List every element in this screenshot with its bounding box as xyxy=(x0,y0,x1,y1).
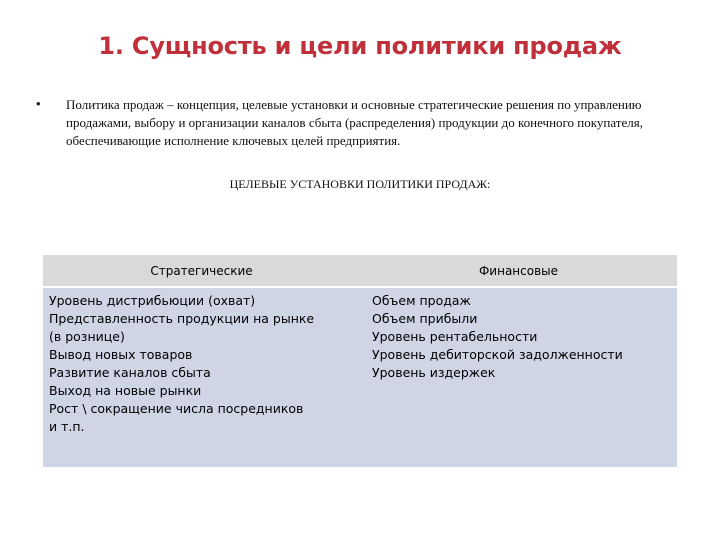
definition-bullet xyxy=(36,96,676,150)
financial-goal-item: Уровень рентабельности xyxy=(372,329,538,344)
strategic-goal-item: Представленность продукции на рынке xyxy=(49,311,315,326)
strategic-goal-item: Развитие каналов сбыта xyxy=(49,365,211,380)
header-financial: Финансовые xyxy=(478,263,559,278)
section-subheading: ЦЕЛЕВЫЕ УСТАНОВКИ ПОЛИТИКИ ПРОДАЖ: xyxy=(229,177,491,191)
goals-table xyxy=(43,255,677,467)
table-header-row xyxy=(43,255,677,288)
financial-goal-item: Объем прибыли xyxy=(372,311,478,326)
financial-goal-item: Уровень дебиторской задолженности xyxy=(372,347,623,362)
strategic-goal-item: Рост \ сокращение числа посредников xyxy=(49,401,304,416)
strategic-goal-item: (в рознице) xyxy=(49,329,125,344)
financial-goals-cell xyxy=(368,288,677,467)
strategic-goal-item: и т.п. xyxy=(49,419,85,434)
strategic-goals-cell xyxy=(43,288,368,467)
strategic-goal-item: Уровень дистрибьюции (охват) xyxy=(49,293,256,308)
financial-goal-item: Объем продаж xyxy=(372,293,471,308)
definition-text: Политика продаж – концепция, целевые установки и основные стратегические решения по управлению продажами, выбору и организации каналов сбыта (распределения) продукции до конечного покупателя, обеспечивающие исполнение ключевых целей предприятия. xyxy=(66,97,643,148)
financial-goal-item: Уровень издержек xyxy=(372,365,496,380)
bullet-marker: • xyxy=(36,96,41,111)
slide-title: 1. Сущность и цели политики продаж xyxy=(98,32,622,60)
header-strategic: Стратегические xyxy=(150,263,253,278)
table-body-row xyxy=(43,288,677,467)
strategic-goal-item: Выход на новые рынки xyxy=(49,383,202,398)
strategic-goal-item: Вывод новых товаров xyxy=(49,347,193,362)
